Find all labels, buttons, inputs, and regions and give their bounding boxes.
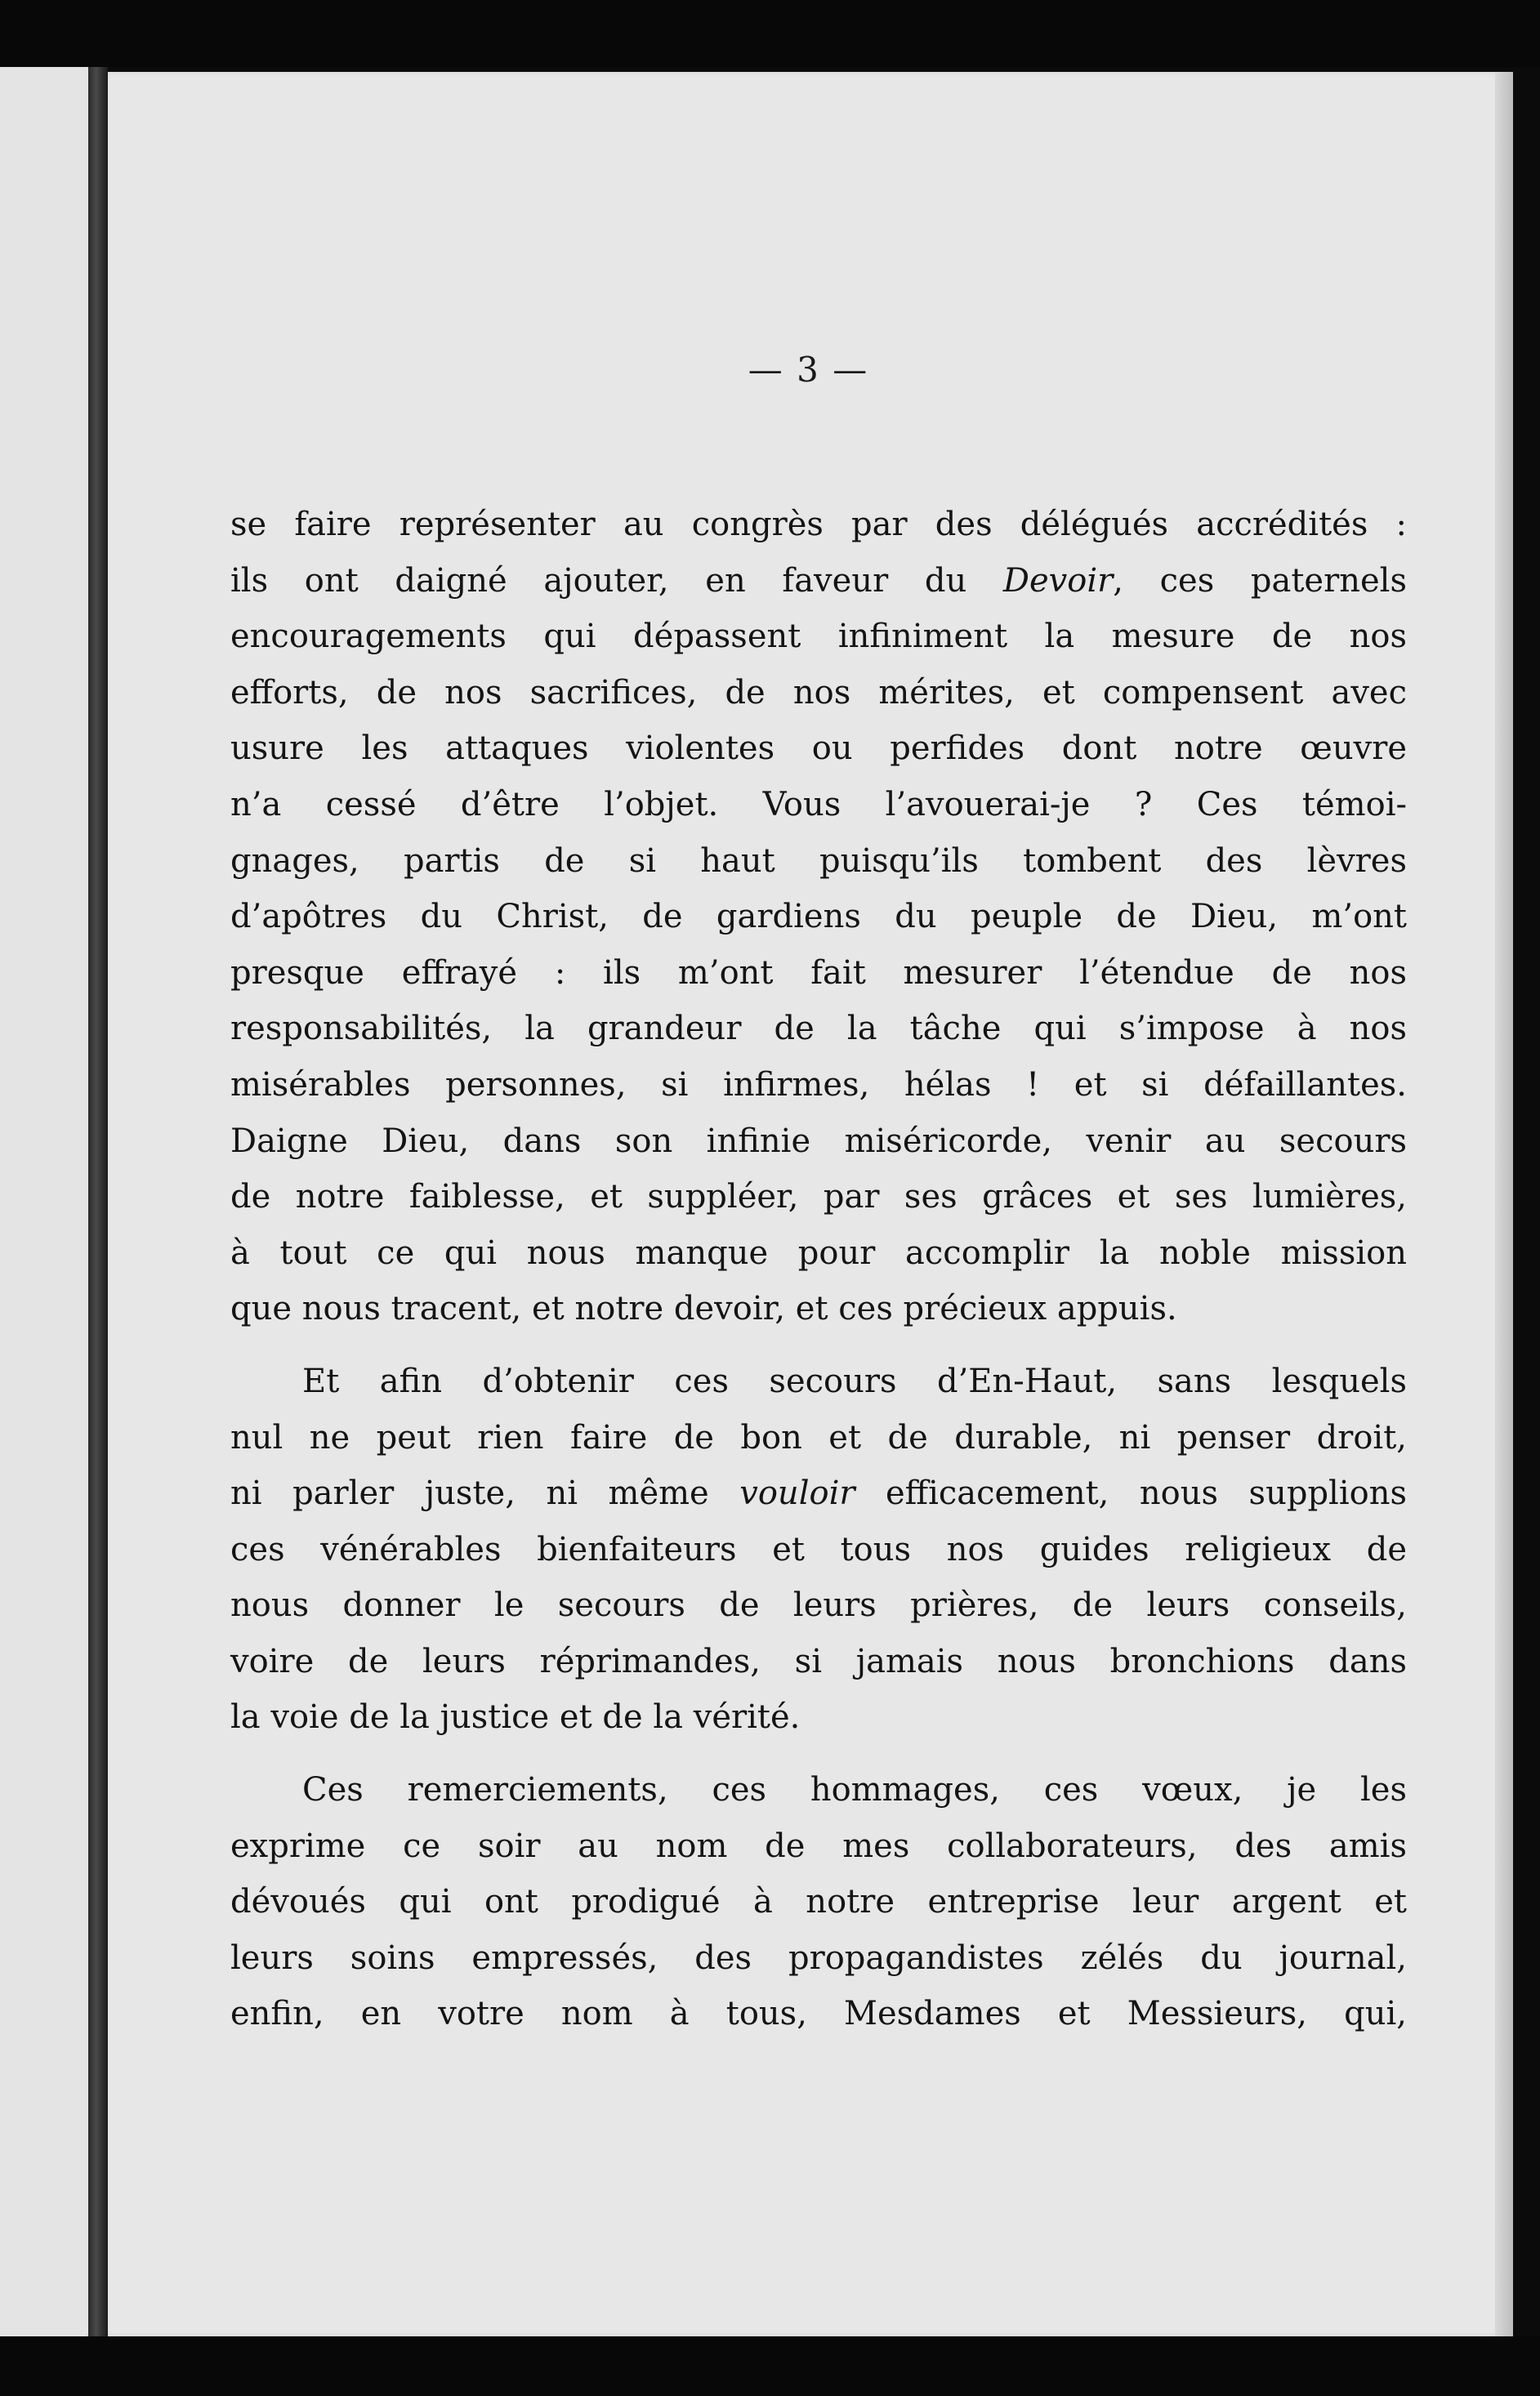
text-line: n’a cessé d’être l’objet. Vous l’avouerai-je ? Ces témoi- [230, 785, 1407, 823]
text-line: gnages, partis de si haut puisqu’ils tombent des lèvres [230, 841, 1407, 880]
book-gutter [88, 67, 108, 2336]
text-line: à tout ce qui nous manque pour accomplir la noble mission [230, 1234, 1407, 1272]
text-line: de notre faiblesse, et suppléer, par ses grâces et ses lumières, [230, 1178, 1407, 1216]
text-line: usure les attaques violentes ou perfides dont notre œuvre [230, 730, 1407, 768]
book-page [108, 72, 1509, 2336]
text-line: Ces remerciements, ces hommages, ces vœux, je les [302, 1771, 1407, 1809]
paragraph [230, 1354, 1407, 1746]
text-line: leurs soins empressés, des propagandistes zélés du journal, [230, 1939, 1407, 1977]
text-line: ces vénérables bienfaiteurs et tous nos guides religieux de [230, 1530, 1407, 1568]
right-page-edge [1495, 72, 1513, 2336]
text-line: que nous tracent, et notre devoir, et ces précieux appuis. [230, 1290, 1177, 1328]
left-page-edge [0, 67, 88, 2336]
text-line: misérables personnes, si infirmes, hélas ! et si défaillantes. [230, 1065, 1407, 1104]
italic-word: vouloir [739, 1475, 855, 1513]
text-line: d’apôtres du Christ, de gardiens du peuple de Dieu, m’ont [230, 898, 1407, 936]
text-line: Daigne Dieu, dans son infinie miséricorde, venir au secours [230, 1122, 1407, 1160]
text-line: encouragements qui dépassent infiniment la mesure de nos [230, 618, 1407, 656]
text-line: voire de leurs réprimandes, si jamais nous bronchions dans [230, 1642, 1407, 1680]
top-border [0, 0, 1540, 67]
text-line: enfin, en votre nom à tous, Mesdames et Messieurs, qui, [230, 1995, 1407, 2033]
text-line: nous donner le secours de leurs prières, de leurs conseils, [230, 1586, 1407, 1625]
text-line: se faire représenter au congrès par des délégués accrédités : [230, 506, 1407, 543]
italic-word: Devoir [1002, 561, 1114, 600]
text-line: Et afin d’obtenir ces secours d’En-Haut, sans lesquels [302, 1362, 1407, 1400]
page-number: — 3 — [748, 350, 869, 390]
paragraph [230, 497, 1407, 1337]
text-line: presque effrayé : ils m’ont fait mesurer l’étendue de nos [230, 953, 1407, 992]
text-line: responsabilités, la grandeur de la tâche qui s’impose à nos [230, 1010, 1407, 1048]
text-line: efforts, de nos sacrifices, de nos mérites, et compensent avec [230, 673, 1407, 712]
body-text [230, 497, 1407, 2042]
text-line: ni parler juste, ni même vouloir efficacement, nous supplions [230, 1475, 1408, 1513]
paragraph [230, 1762, 1407, 2042]
bottom-border [0, 2336, 1540, 2396]
text-line: ils ont daigné ajouter, en faveur du Devoir, ces paternels [230, 561, 1407, 600]
text-line: dévoués qui ont prodigué à notre entreprise leur argent et [230, 1883, 1407, 1921]
text-line: exprime ce soir au nom de mes collaborateurs, des amis [230, 1827, 1407, 1865]
text-line: la voie de la justice et de la vérité. [230, 1698, 801, 1737]
text-line: nul ne peut rien faire de bon et de durable, ni penser droit, [230, 1418, 1407, 1457]
